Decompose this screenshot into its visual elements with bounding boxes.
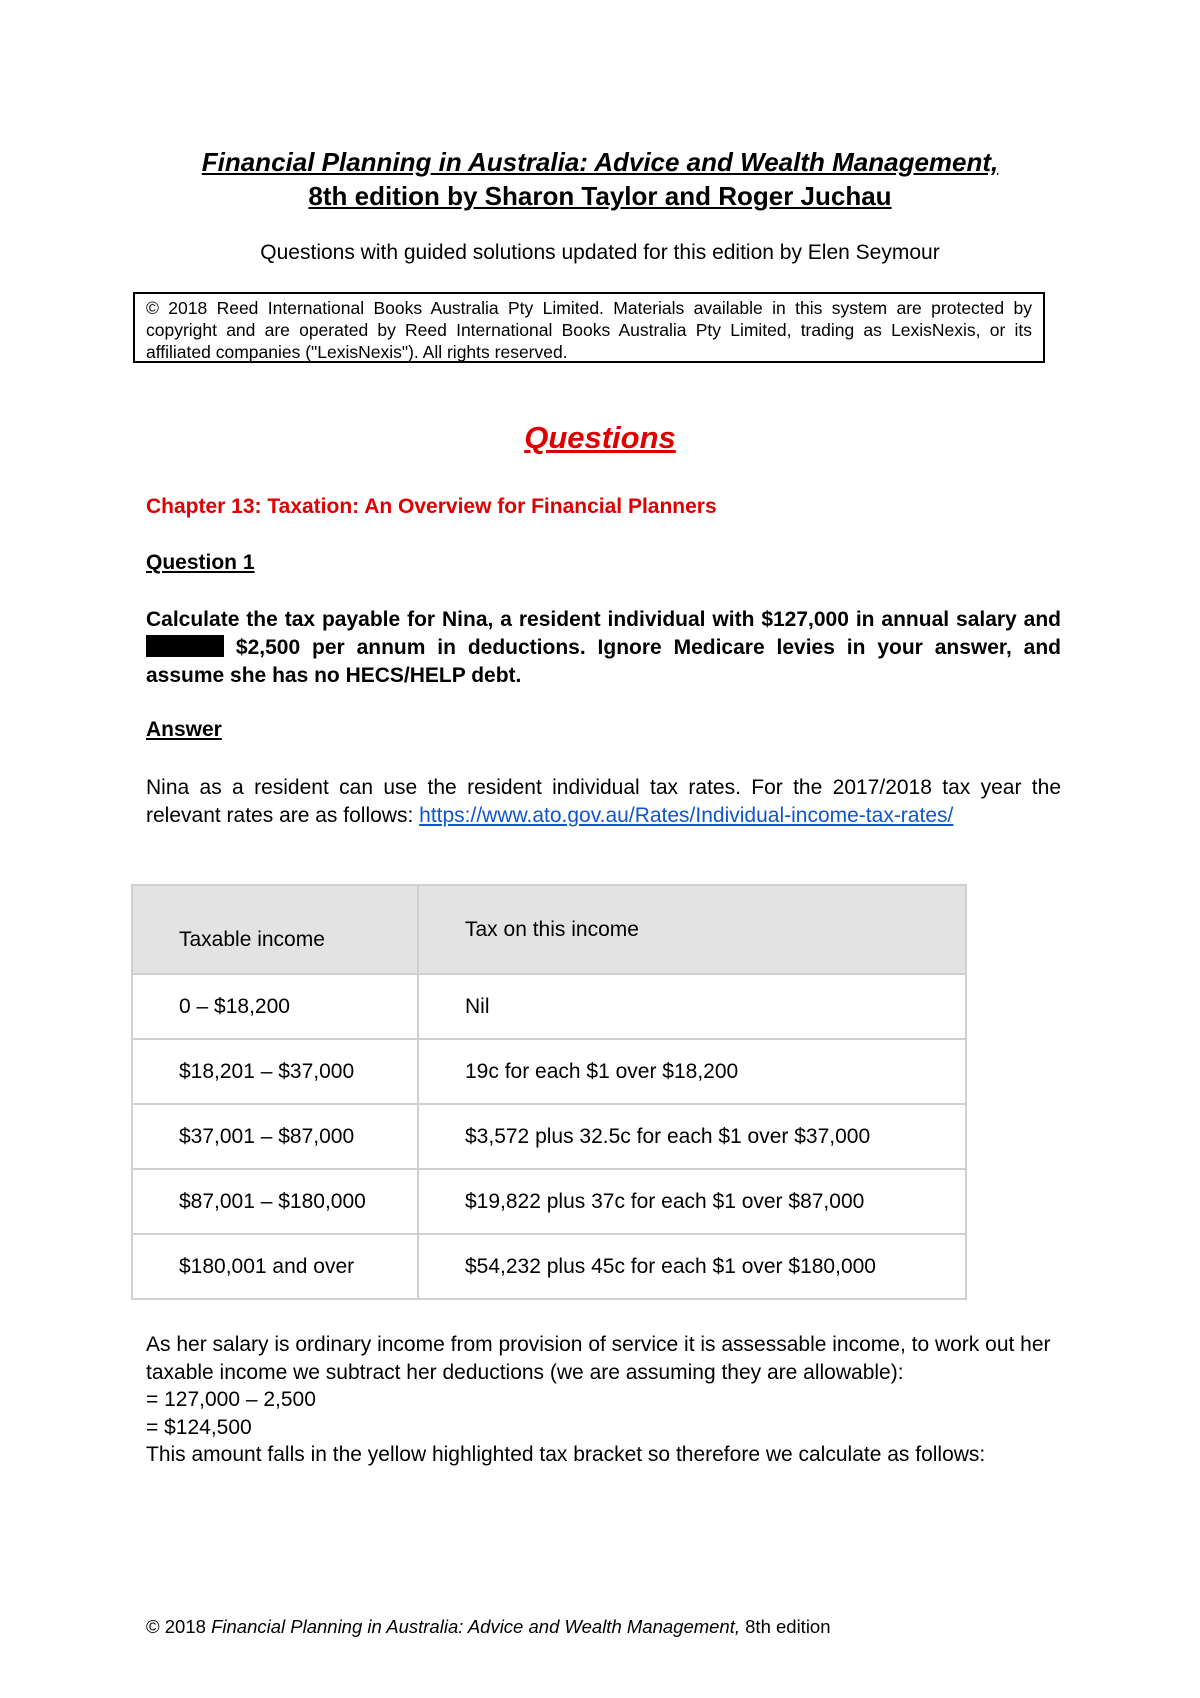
table-cell: $54,232 plus 45c for each $1 over $180,000 xyxy=(418,1234,966,1299)
question-text-part2: $2,500 per annum in deductions. Ignore Medicare levies in your answer, and assume she has no HECS/HELP debt. xyxy=(146,636,1061,687)
header-taxable-income: Taxable income xyxy=(179,927,325,951)
ato-rates-link[interactable]: https://www.ato.gov.au/Rates/Individual-income-tax-rates/ xyxy=(419,804,954,827)
copyright-notice: © 2018 Reed International Books Australia Pty Limited. Materials available in this system are protected by copyright and are operated by Reed International Books Australia Pty Limited, trading as LexisNexis, or its affiliated companies ("LexisNexis"). All rights reserved. xyxy=(133,292,1045,363)
table-row xyxy=(132,1234,966,1299)
tax-rates-table xyxy=(131,884,967,1300)
document-title-line1: Financial Planning in Australia: Advice and Wealth Management, xyxy=(201,147,999,177)
working-line-1: = 127,000 – 2,500 xyxy=(146,1388,316,1411)
question-label: Question 1 xyxy=(146,551,255,574)
table-cell: $3,572 plus 32.5c for each $1 over $37,000 xyxy=(418,1104,966,1169)
redaction-block xyxy=(146,635,224,657)
table-header-cell xyxy=(132,885,418,974)
table-cell: 19c for each $1 over $18,200 xyxy=(418,1039,966,1104)
question-text-part1: Calculate the tax payable for Nina, a resident individual with $127,000 in annual salary and xyxy=(146,608,1061,631)
table-cell: Nil xyxy=(418,974,966,1039)
questions-heading: Questions xyxy=(524,420,676,455)
header-tax-on-income: Tax on this income xyxy=(465,917,639,941)
chapter-heading: Chapter 13: Taxation: An Overview for Financial Planners xyxy=(146,495,717,518)
answer-label: Answer xyxy=(146,718,222,741)
table-row xyxy=(132,1169,966,1234)
table-cell: $37,001 – $87,000 xyxy=(132,1104,418,1169)
table-header-row xyxy=(132,885,966,974)
table-cell: $18,201 – $37,000 xyxy=(132,1039,418,1104)
footer-title: Financial Planning in Australia: Advice and Wealth Management, xyxy=(211,1616,740,1637)
footer-suffix: 8th edition xyxy=(740,1616,831,1637)
document-title-line2: 8th edition by Sharon Taylor and Roger Juchau xyxy=(308,181,892,211)
table-header-cell xyxy=(418,885,966,974)
answer-intro xyxy=(146,774,1061,830)
page-footer xyxy=(146,1616,831,1638)
table-cell: $180,001 and over xyxy=(132,1234,418,1299)
working-paragraph-2: This amount falls in the yellow highlighted tax bracket so therefore we calculate as follows: xyxy=(146,1443,986,1466)
question-text xyxy=(146,606,1061,690)
table-cell: $19,822 plus 37c for each $1 over $87,000 xyxy=(418,1169,966,1234)
table-row xyxy=(132,1039,966,1104)
table-cell: $87,001 – $180,000 xyxy=(132,1169,418,1234)
table-row xyxy=(132,974,966,1039)
working-paragraph-1: As her salary is ordinary income from provision of service it is assessable income, to work out her taxable income we subtract her deductions (we are assuming they are allowable): xyxy=(146,1333,1051,1384)
document-subtitle: Questions with guided solutions updated for this edition by Elen Seymour xyxy=(260,241,940,264)
footer-prefix: © 2018 xyxy=(146,1616,212,1637)
table-row xyxy=(132,1104,966,1169)
working-line-2: = $124,500 xyxy=(146,1415,252,1439)
table-cell: 0 – $18,200 xyxy=(132,974,418,1039)
answer-intro-text: Nina as a resident can use the resident individual tax rates. For the 2017/2018 tax year the relevant rates are as follows: xyxy=(146,776,1061,827)
working-section xyxy=(146,1331,1061,1469)
